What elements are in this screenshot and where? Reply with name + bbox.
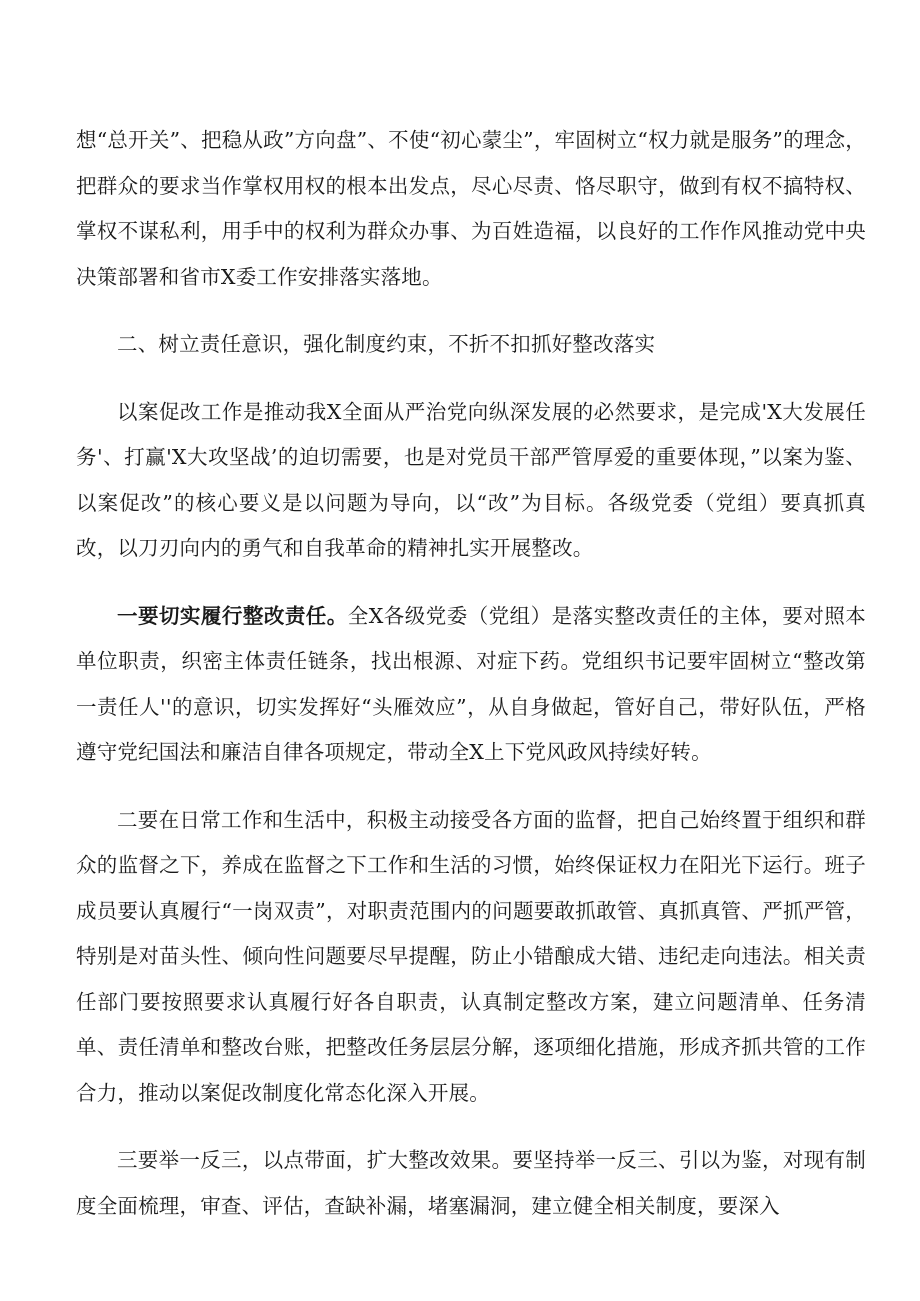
paragraph-4	[76, 594, 866, 776]
paragraph-1: 想“总开关”、把稳从政”方向盘”、不使“初心蒙尘”，牢固树立“权力就是服务”的理念，把群众的要求当作掌权用权的根本出发点，尽心尽责、恪尽职守，做到有权不搞特权、掌权不谋私利，用手中的权利为群众办事、为百姓造福，以良好的工作作风推动党中央决策部署和省市X委工作安排落实落地。	[76, 128, 866, 289]
section-heading-2: 二、树立责任意识，强化制度约束，不折不扣抓好整改落实	[117, 332, 656, 356]
paragraph-5: 二要在日常工作和生活中，积极主动接受各方面的监督，把自己始终置于组织和群众的监督之下，养成在监督之下工作和生活的习惯，始终保证权力在阳光下运行。班子成员要认真履行“一岗双责”，对职责范围内的问题要敢抓敢管、真抓真管、严抓严管，特别是对苗头性、倾向性问题要尽早提醒，防止小错酿成大错、违纪走向违法。相关责任部门要按照要求认真履行好各自职责，认真制定整改方案，建立问题清单、任务清单、责任清单和整改台账，把整改任务层层分解，逐项细化措施，形成齐抓共管的工作合力，推动以案促改制度化常态化深入开展。	[76, 807, 866, 1105]
document-page	[76, 118, 866, 1229]
paragraph-6: 三要举一反三，以点带面，扩大整改效果。要坚持举一反三、引以为鉴，对现有制度全面梳理，审查、评估，查缺补漏，堵塞漏洞，建立健全相关制度，要深入	[76, 1148, 866, 1218]
paragraph-3: 以案促改工作是推动我X全面从严治党向纵深发展的必然要求，是完成'X大发展任务'、打赢'X大攻坚战’的迫切需要，也是对党员干部严管厚爱的重要体现，”以案为鉴、以案促改”的核心要义是以问题为导向，以“改”为目标。各级党委（党组）要真抓真改，以刀刃向内的勇气和自我革命的精神扎实开展整改。	[76, 399, 866, 560]
paragraph-lead: 一要切实履行整改责任。	[117, 603, 348, 628]
paragraph-body: 全X各级党委（党组）是落实整改责任的主体，要对照本单位职责，织密主体责任链条，找出根源、对症下药。党组织书记要牢固树立“整改第一责任人''的意识，切实发挥好“头雁效应”，从自身做起，管好自己，带好队伍，严格遵守党纪国法和廉洁自律各项规定，带动全X上下党风政风持续好转。	[76, 603, 866, 764]
